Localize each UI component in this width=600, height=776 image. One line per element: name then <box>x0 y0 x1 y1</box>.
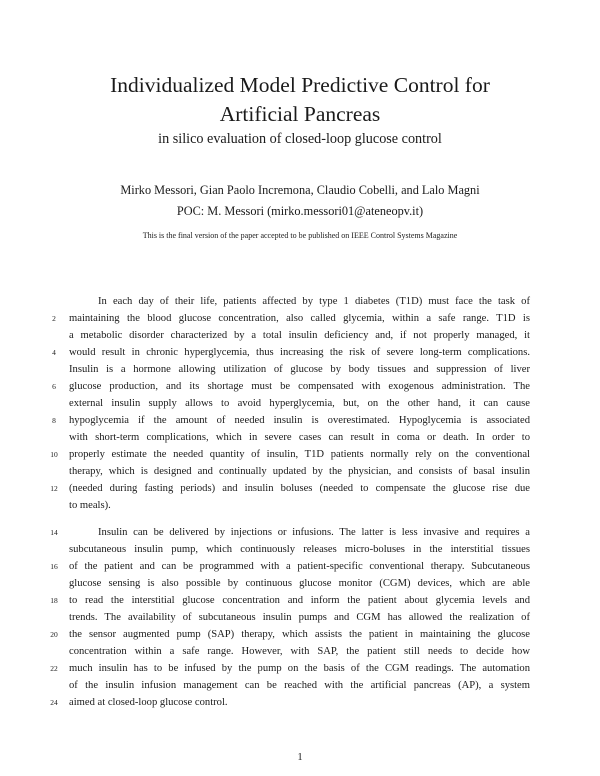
text-line: external insulin supply allows to avoid hyperglycemia, but, on the other hand, it can cause <box>69 398 530 409</box>
page-number: 1 <box>297 752 303 763</box>
text-line: to meals). <box>69 500 111 511</box>
text-line: hypoglycemia if the amount of needed insulin is overestimated. Hypoglycemia is associated <box>69 415 530 426</box>
text-line: aimed at closed-loop glucose control. <box>69 697 228 708</box>
text-line: subcutaneous insulin pump, which continuously releases micro-boluses in the interstitial tissues <box>69 544 530 555</box>
line-number: 24 <box>50 698 58 707</box>
paper-subtitle: in silico evaluation of closed-loop glucose control <box>158 131 442 147</box>
line-number: 4 <box>52 348 56 357</box>
line-number: 8 <box>52 416 56 425</box>
text-line: to read the interstitial glucose concentration and inform the patient about glycemia levels and <box>69 595 530 606</box>
paper-title-line-2: Artificial Pancreas <box>219 102 381 126</box>
text-line: therapy, which is designed and continually updated by the physician, and consists of basal insulin <box>69 466 530 477</box>
text-line: In each day of their life, patients affected by type 1 diabetes (T1D) must face the task of <box>98 296 530 307</box>
text-line: (needed during fasting periods) and insulin boluses (needed to compensate the glucose rise due <box>69 483 530 494</box>
line-number: 18 <box>50 596 58 605</box>
text-line: a metabolic disorder characterized by a total insulin deficiency and, if not properly managed, it <box>69 330 530 341</box>
paper-title-line-1: Individualized Model Predictive Control for <box>110 73 490 97</box>
author-list: Mirko Messori, Gian Paolo Incremona, Claudio Cobelli, and Lalo Magni <box>120 183 480 197</box>
line-number: 22 <box>50 664 58 673</box>
text-line: Insulin can be delivered by injections or infusions. The latter is less invasive and requires a <box>98 527 530 538</box>
line-number: 2 <box>52 314 56 323</box>
line-number: 6 <box>52 382 56 391</box>
text-line: Insulin is a hormone allowing utilization of glucose by body tissues and suppression of liver <box>69 364 530 375</box>
line-number: 20 <box>50 630 58 639</box>
publication-note: This is the final version of the paper accepted to be published on IEEE Control Systems Magazine <box>142 231 458 240</box>
text-line: of the patient and can be programmed with a patient-specific conventional therapy. Subcutaneous <box>69 561 530 572</box>
text-line: of the insulin infusion management can be reached with the artificial pancreas (AP), a system <box>69 680 530 691</box>
text-line: glucose sensing is also possible by continuous glucose monitor (CGM) devices, which are able <box>69 578 530 589</box>
line-number: 12 <box>50 484 58 493</box>
point-of-contact: POC: M. Messori (mirko.messori01@ateneopv.it) <box>176 204 424 218</box>
text-line: concentration within a safe range. However, with SAP, the patient still needs to decide how <box>69 646 530 657</box>
text-line: the sensor augmented pump (SAP) therapy, which assists the patient in maintaining the glucose <box>69 629 530 640</box>
line-number: 16 <box>50 562 58 571</box>
text-line: maintaining the blood glucose concentration, also called glycemia, within a safe range. T1D is <box>69 313 530 324</box>
text-line: trends. The availability of subcutaneous insulin pumps and CGM has allowed the realization of <box>69 612 530 623</box>
text-line: with short-term complications, which in severe cases can result in coma or death. In order to <box>69 432 530 443</box>
text-line: much insulin has to be infused by the pump on the basis of the CGM readings. The automation <box>69 663 530 674</box>
line-number: 10 <box>50 450 58 459</box>
text-line: would result in chronic hyperglycemia, thus increasing the risk of severe long-term complications. <box>69 347 530 358</box>
text-line: properly estimate the needed quantity of insulin, T1D patients normally rely on the conventional <box>69 449 530 460</box>
line-number: 14 <box>50 528 58 537</box>
text-line: glucose production, and its shortage must be compensated with exogenous administration. The <box>69 381 530 392</box>
